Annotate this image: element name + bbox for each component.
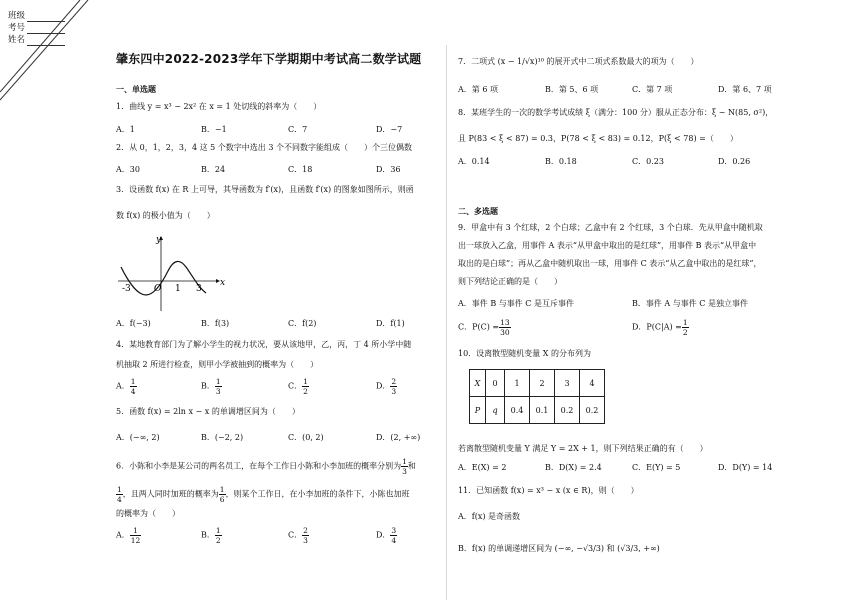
origin-label: O xyxy=(154,284,162,294)
x-axis-label: x xyxy=(220,278,226,288)
q5-option-d[interactable]: D．(2, +∞) xyxy=(376,433,421,442)
tick-label-neg3: -3 xyxy=(122,284,131,294)
distribution-table xyxy=(469,369,605,424)
q3-option-b[interactable]: B．f(3) xyxy=(201,319,230,328)
q6-option-c[interactable]: C． $\frac{2}{3}$ xyxy=(288,526,308,545)
id-label: 考号 xyxy=(8,23,26,33)
q5-stem: 5．函数 f(x) = 2ln x − x 的单调增区间为（ ） xyxy=(116,407,300,416)
q9-stem-line2: 出一球放入乙盒，用事件 A 表示“从甲盒中取出的是红球”，用事件 B 表示“从甲盒中 xyxy=(458,241,757,250)
q1-option-a[interactable]: A．1 xyxy=(116,125,135,134)
q9-option-a[interactable]: A．事件 B 与事件 C 是互斥事件 xyxy=(458,299,574,308)
table-cell: q xyxy=(486,397,505,424)
table-cell: 0.2 xyxy=(580,397,605,424)
q9-option-d[interactable]: D．P(C|A) = $\frac{1}{2}$ xyxy=(632,318,688,337)
table-cell: 1 xyxy=(505,370,530,397)
q8-option-b[interactable]: B．0.18 xyxy=(545,157,577,166)
q2-option-c[interactable]: C．18 xyxy=(288,165,313,174)
q9-stem-line4: 则下列结论正确的是（ ） xyxy=(458,277,562,286)
q11-option-a[interactable]: A．f(x) 是奇函数 xyxy=(458,512,521,521)
q10-option-d[interactable]: D．D(Y) = 14 xyxy=(718,463,773,472)
table-cell: X xyxy=(470,370,486,397)
table-row xyxy=(470,370,605,397)
q3-option-d[interactable]: D．f(1) xyxy=(376,319,405,328)
table-cell: P xyxy=(470,397,486,424)
derivative-graph xyxy=(116,233,226,313)
q9-option-b[interactable]: B．事件 A 与事件 C 是独立事件 xyxy=(632,299,748,308)
q5-option-a[interactable]: A．(−∞, 2) xyxy=(116,433,160,442)
q11-stem: 11．已知函数 f(x) = x³ − x (x ∈ R)，则（ ） xyxy=(458,486,639,495)
table-cell: 0.1 xyxy=(530,397,555,424)
derivative-curve xyxy=(121,261,206,295)
q1-option-d[interactable]: D．−7 xyxy=(376,125,403,134)
q10-option-b[interactable]: B．D(X) = 2.4 xyxy=(545,463,602,472)
q6-stem-line1: 6．小陈和小李是某公司的两名员工，在每个工作日小陈和小李加班的概率分别为 $\frac{1}{3}$ 和 xyxy=(116,457,416,476)
section-single-choice: 一、单选题 xyxy=(116,85,156,94)
class-field[interactable] xyxy=(8,10,65,22)
name-label: 姓名 xyxy=(8,35,26,45)
q7-option-a[interactable]: A．第 6 项 xyxy=(458,85,498,94)
q2-stem: 2．从 0，1，2，3，4 这 5 个数字中选出 3 个不同数字能组成（ ）个三位偶数 xyxy=(116,143,412,152)
q6-option-d[interactable]: D． $\frac{3}{4}$ xyxy=(376,526,397,545)
q7-option-c[interactable]: C．第 7 项 xyxy=(632,85,673,94)
q10-condition: 若离散型随机变量 Y 满足 Y = 2X + 1，则下列结果正确的有（ ） xyxy=(458,444,708,453)
q1-option-c[interactable]: C．7 xyxy=(288,125,308,134)
exam-title: 肇东四中2022-2023学年下学期期中考试高二数学试题 xyxy=(116,52,422,66)
table-cell: 0.4 xyxy=(505,397,530,424)
column-divider xyxy=(446,45,447,600)
table-cell: 2 xyxy=(530,370,555,397)
q2-option-a[interactable]: A．30 xyxy=(116,165,140,174)
q3-stem-line2: 数 f(x) 的极小值为（ ） xyxy=(116,211,215,220)
q10-option-c[interactable]: C．E(Y) = 5 xyxy=(632,463,681,472)
section-multi-choice: 二、多选题 xyxy=(458,207,498,216)
name-field[interactable] xyxy=(8,34,65,46)
q8-option-c[interactable]: C．0.23 xyxy=(632,157,664,166)
class-label: 班级 xyxy=(8,11,26,21)
q7-stem: 7．二项式 (x − 1/√x)¹⁰ 的展开式中二项式系数最大的项为（ ） xyxy=(458,57,699,66)
q3-option-a[interactable]: A．f(−3) xyxy=(116,319,151,328)
q3-stem-line1: 3．设函数 f(x) 在 R 上可导，其导函数为 f′(x)，且函数 f′(x) 的图象如图所示，则函 xyxy=(116,185,414,194)
q6-option-b[interactable]: B． $\frac{1}{2}$ xyxy=(201,526,221,545)
y-axis-label: y xyxy=(156,235,162,245)
q5-option-c[interactable]: C．(0, 2) xyxy=(288,433,324,442)
q4-stem-line2: 机抽取 2 所进行检查，则甲小学被抽到的概率为（ ） xyxy=(116,360,319,369)
q10-option-a[interactable]: A．E(X) = 2 xyxy=(458,463,507,472)
q4-option-c[interactable]: C． $\frac{1}{2}$ xyxy=(288,377,308,396)
id-field[interactable] xyxy=(8,22,65,34)
table-cell: 0 xyxy=(486,370,505,397)
q7-option-d[interactable]: D．第 6、7 项 xyxy=(718,85,772,94)
student-info xyxy=(8,10,65,46)
q8-option-a[interactable]: A．0.14 xyxy=(458,157,490,166)
q3-option-c[interactable]: C．f(2) xyxy=(288,319,317,328)
q8-stem-line2: 且 P(83 < ξ < 87) = 0.3，P(78 < ξ < 83) = 0.12，P(ξ < 78) =（ ） xyxy=(458,134,738,143)
q1-stem: 1．曲线 y = x³ − 2x² 在 x = 1 处切线的斜率为（ ） xyxy=(116,102,322,111)
table-row xyxy=(470,397,605,424)
table-cell: 0.2 xyxy=(555,397,580,424)
q8-stem-line1: 8．某班学生的一次的数学考试成绩 ξ（满分：100 分）服从正态分布：ξ ~ N(85, σ²)， xyxy=(458,108,774,117)
q9-option-c[interactable]: C．P(C) = $\frac{13}{30}$ xyxy=(458,318,510,337)
q11-option-b[interactable]: B．f(x) 的单调递增区间为 (−∞, −√3/3) 和 (√3/3, +∞) xyxy=(458,544,660,553)
q9-stem-line3: 取出的是白球”；再从乙盒中随机取出一球，用事件 C 表示“从乙盒中取出的是红球”， xyxy=(458,259,762,268)
q5-option-b[interactable]: B．(−2, 2) xyxy=(201,433,244,442)
q1-option-b[interactable]: B．−1 xyxy=(201,125,227,134)
q4-option-d[interactable]: D． $\frac{2}{3}$ xyxy=(376,377,397,396)
q6-stem-line3: 的概率为（ ） xyxy=(116,509,180,518)
tick-label-1: 1 xyxy=(175,284,181,294)
q4-option-b[interactable]: B． $\frac{1}{3}$ xyxy=(201,377,221,396)
table-cell: 3 xyxy=(555,370,580,397)
q10-stem: 10．设离散型随机变量 X 的分布列为 xyxy=(458,349,591,358)
q6-stem-line2: $\frac{1}{4}$ ，且两人同时加班的概率为 $\frac{1}{6}$ ，则某个工作日，在小李加班的条件下，小陈也加班 xyxy=(117,485,410,504)
q2-option-d[interactable]: D．36 xyxy=(376,165,401,174)
q7-option-b[interactable]: B．第 5、6 项 xyxy=(545,85,599,94)
q9-stem-line1: 9．甲盒中有 3 个红球，2 个白球；乙盒中有 2 个红球，3 个白球．先从甲盒中随机取 xyxy=(458,223,763,232)
q6-option-a[interactable]: A． $\frac{1}{12}$ xyxy=(116,526,141,545)
tick-label-3: 3 xyxy=(196,284,202,294)
q8-option-d[interactable]: D．0.26 xyxy=(718,157,751,166)
q4-stem-line1: 4．某地教育部门为了解小学生的视力状况，要从该地甲，乙，丙，丁 4 所小学中随 xyxy=(116,340,412,349)
table-cell: 4 xyxy=(580,370,605,397)
q2-option-b[interactable]: B．24 xyxy=(201,165,226,174)
q4-option-a[interactable]: A． $\frac{1}{4}$ xyxy=(116,377,136,396)
